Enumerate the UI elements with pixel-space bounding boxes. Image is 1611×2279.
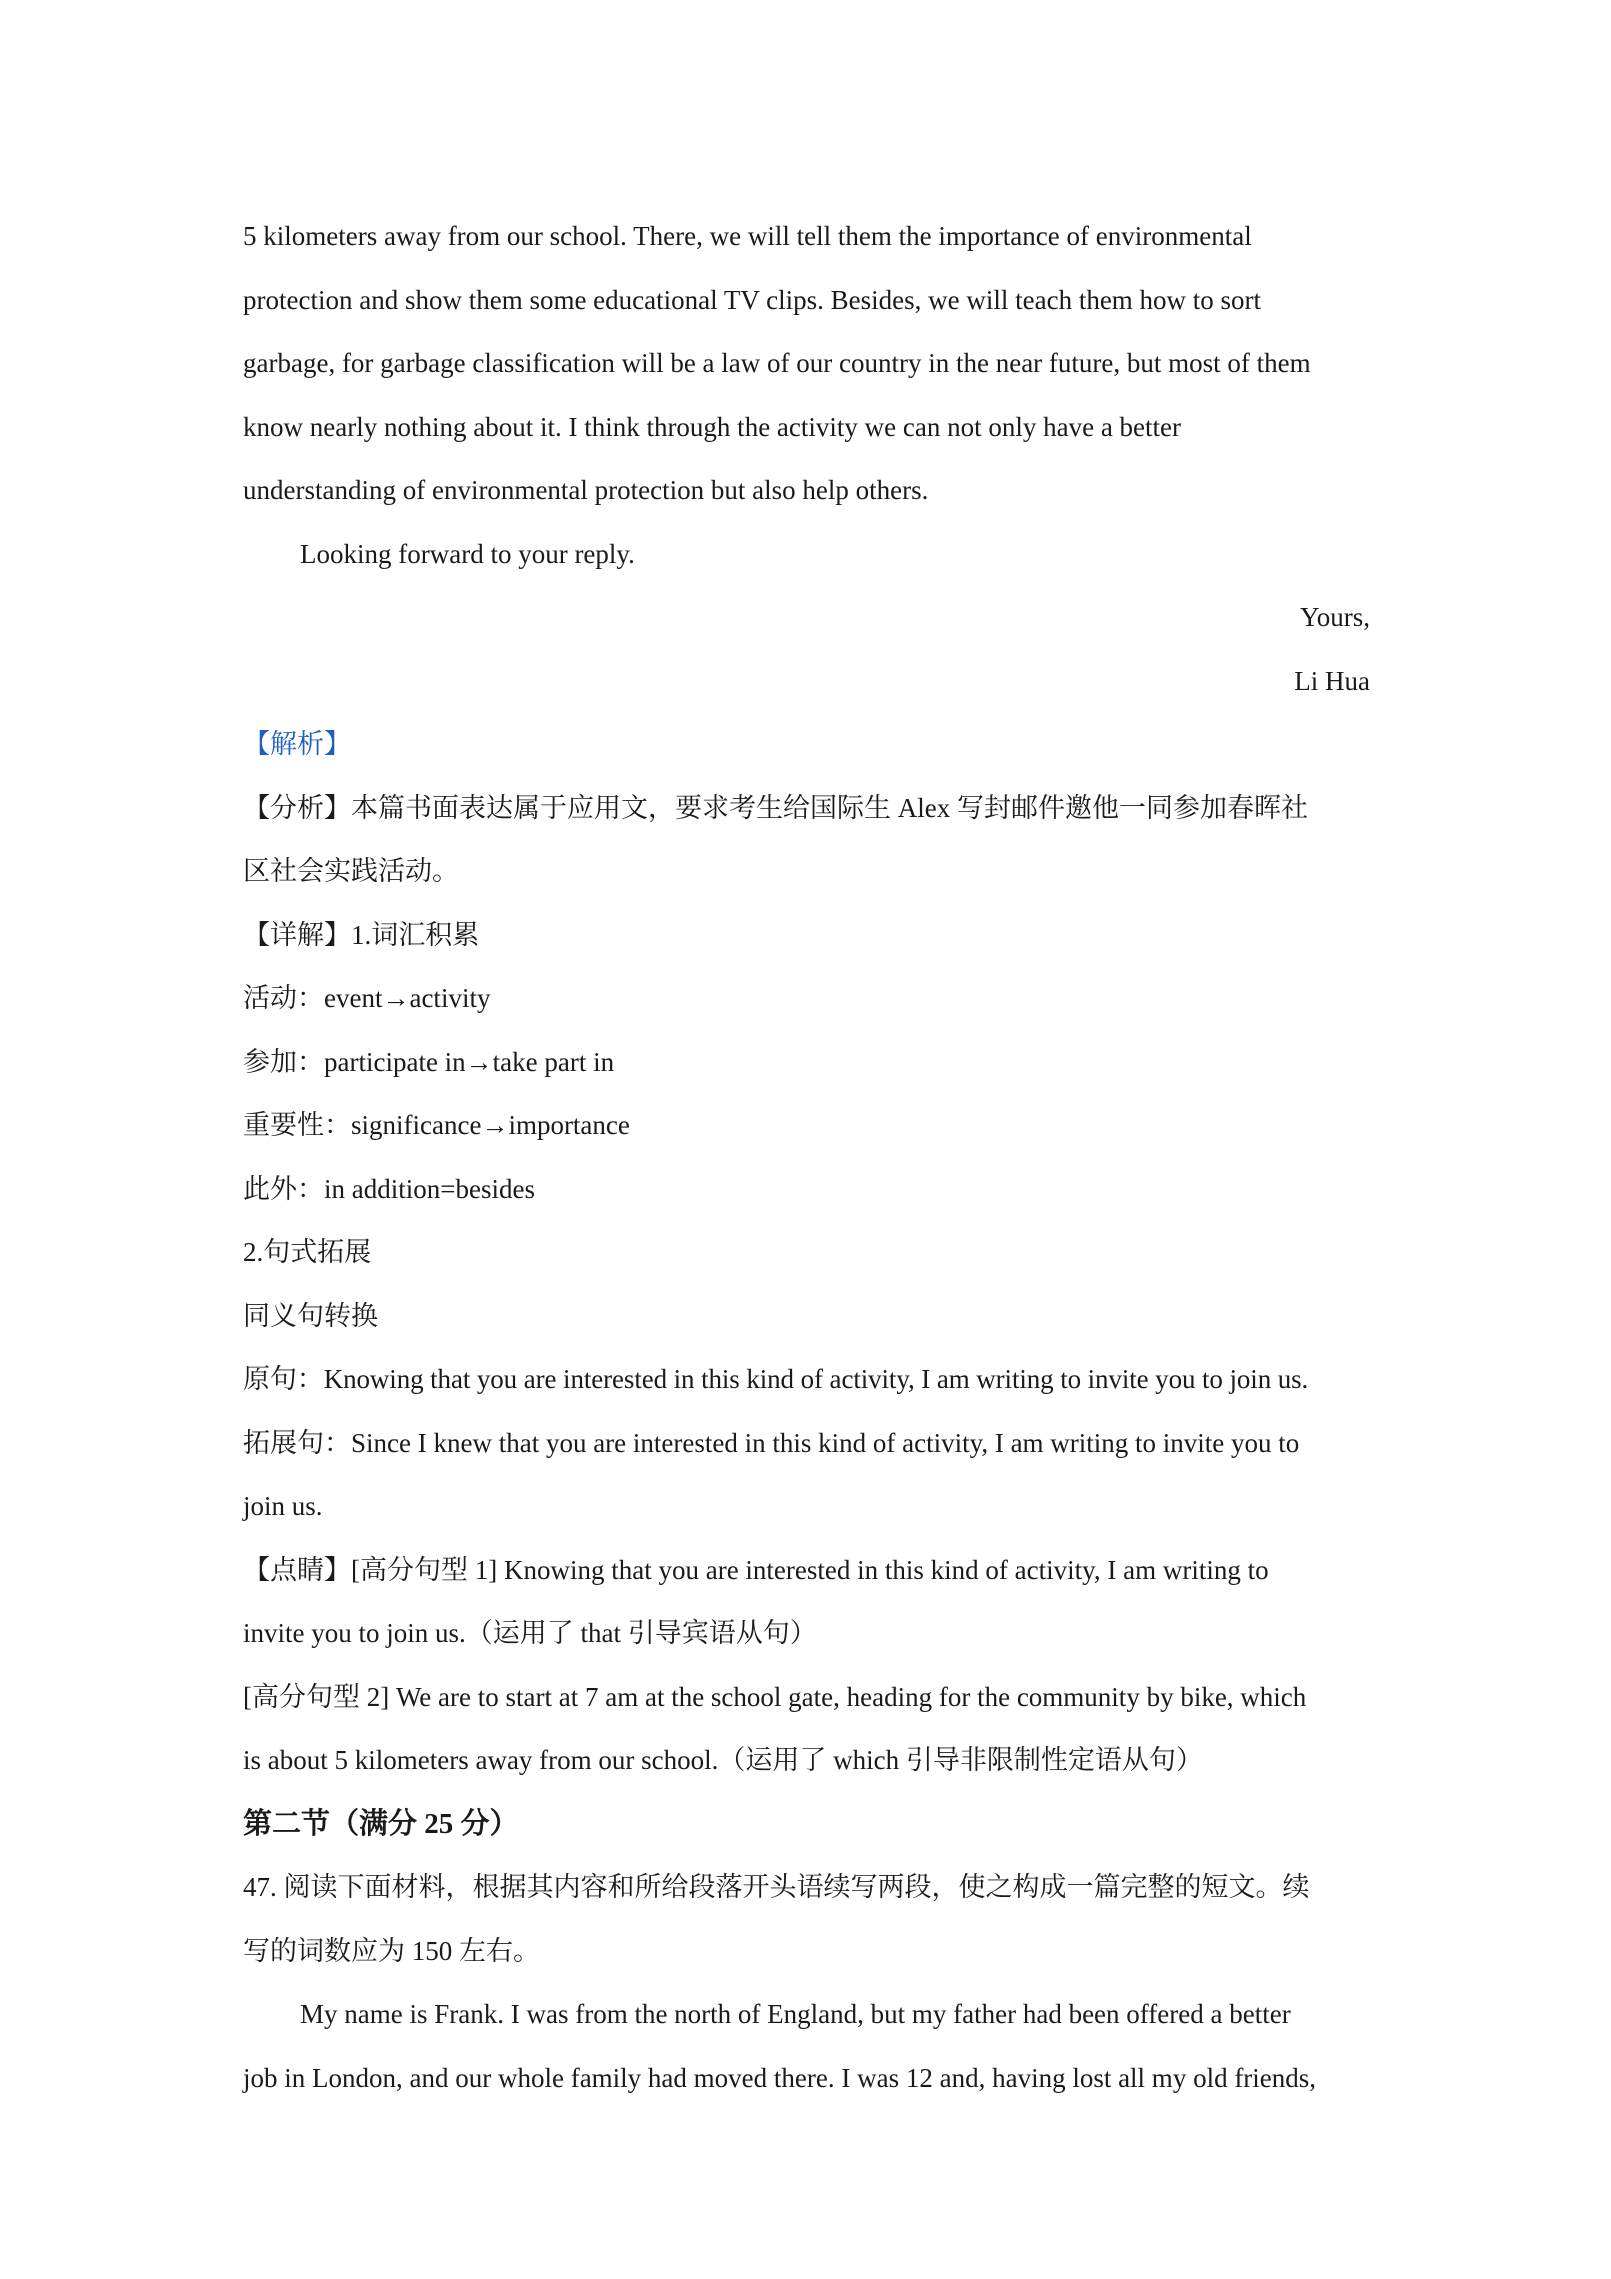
story-line: My name is Frank. I was from the north of England, but my father had been offered a better	[300, 1999, 1291, 2029]
analysis-overview-line: 【分析】本篇书面表达属于应用文，要求考生给国际生 Alex 写封邮件邀他一同参加春晖社	[243, 792, 1308, 823]
analysis-section	[243, 713, 1370, 1793]
original-sentence: 原句：Knowing that you are interested in this kind of activity, I am writing to invite you to join us.	[243, 1364, 1309, 1394]
detail-heading: 【详解】1.词汇积累	[243, 919, 480, 950]
highlight-line: invite you to join us.（运用了 that 引导宾语从句）	[243, 1618, 817, 1648]
story-line: job in London, and our whole family had moved there. I was 12 and, having lost all my old friends,	[243, 2062, 1317, 2093]
section-title: 第二节（满分 25 分）	[243, 1807, 519, 1840]
highlight-line: [高分句型 2] We are to start at 7 am at the school gate, heading for the community by bike, which	[243, 1681, 1307, 1712]
letter-closing-line: Looking forward to your reply.	[300, 538, 635, 569]
section-two	[243, 1793, 1370, 2111]
pattern-subheading: 同义句转换	[243, 1300, 378, 1331]
vocab-item: 参加：participate in→take part in	[243, 1046, 615, 1077]
question-line: 写的词数应为 150 左右。	[243, 1935, 540, 1966]
letter-body	[243, 205, 1370, 713]
letter-line: protection and show them some educational TV clips. Besides, we will teach them how to sort	[243, 284, 1262, 315]
vocab-item: 活动：event→activity	[243, 983, 491, 1013]
pattern-heading: 2.句式拓展	[243, 1237, 372, 1267]
page-content	[243, 205, 1370, 2110]
letter-line: understanding of environmental protection but also help others.	[243, 475, 929, 505]
vocab-item: 此外：in addition=besides	[243, 1173, 535, 1204]
analysis-overview-line: 区社会实践活动。	[243, 856, 459, 886]
highlight-line: is about 5 kilometers away from our school.（运用了 which 引导非限制性定语从句）	[243, 1745, 1203, 1775]
letter-line: garbage, for garbage classification will be a law of our country in the near future, but most of them	[243, 348, 1311, 378]
expanded-sentence-line: 拓展句：Since I knew that you are interested in this kind of activity, I am writing to invite you to	[243, 1427, 1300, 1458]
question-line: 47. 阅读下面材料，根据其内容和所给段落开头语续写两段，使之构成一篇完整的短文。续	[243, 1872, 1310, 1902]
letter-line: know nearly nothing about it. I think through the activity we can not only have a better	[243, 411, 1182, 442]
letter-sign-off: Yours,	[1299, 602, 1370, 632]
expanded-sentence-line: join us.	[243, 1491, 323, 1521]
analysis-title: 【解析】	[243, 729, 351, 759]
highlight-line: 【点睛】[高分句型 1] Knowing that you are interested in this kind of activity, I am writing to	[243, 1554, 1269, 1585]
vocab-item: 重要性：significance→importance	[243, 1110, 630, 1140]
letter-signature: Li Hua	[1294, 665, 1370, 696]
letter-line: 5 kilometers away from our school. There, we will tell them the importance of environmental	[243, 221, 1252, 251]
